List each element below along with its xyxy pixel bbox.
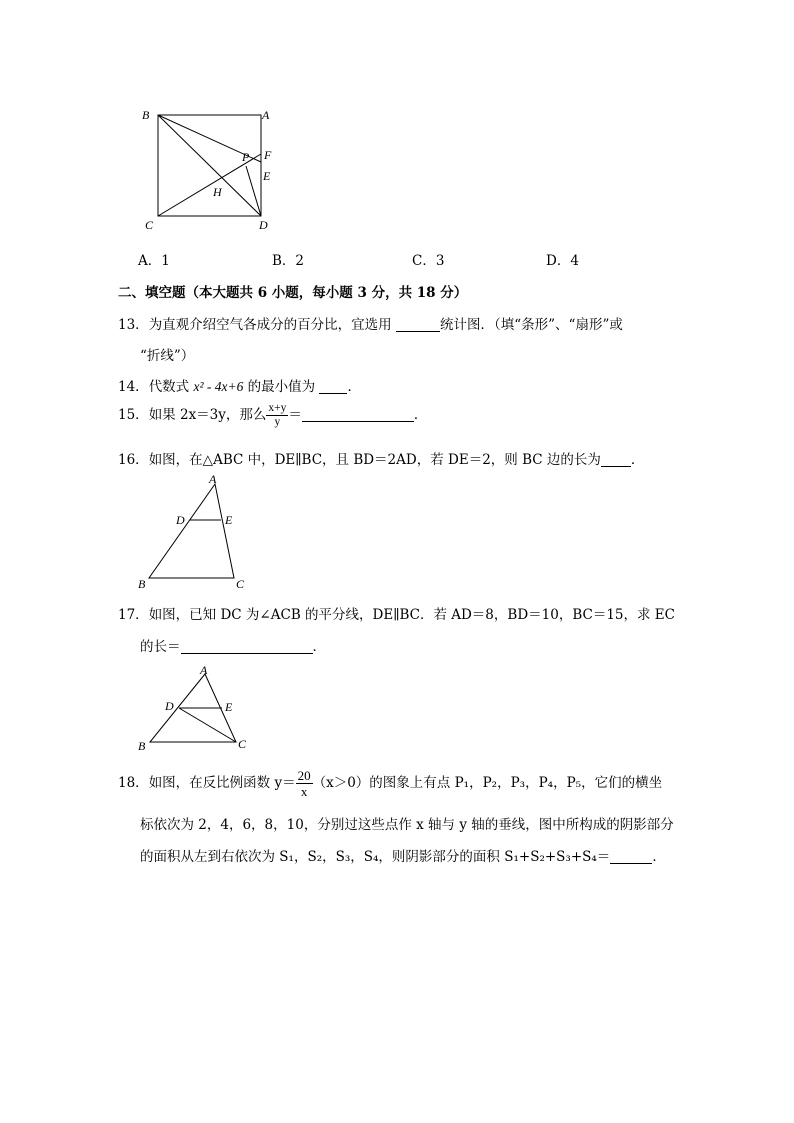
q18-answer-blank[interactable] [610,849,652,864]
q16-label-D: D [176,513,185,527]
q18-text-a: 如图，在反比例函数 y＝ [148,775,296,791]
question-18 [118,768,662,799]
question-15 [118,402,427,429]
q17-label-A: A [200,663,208,677]
q13-number: 13． [118,317,149,333]
label-P: P [242,150,250,164]
q16-end: ． [630,452,645,468]
choice-b[interactable]: B．2 [272,253,305,269]
q14-text-b: 的最小值为 [243,379,316,395]
label-F: F [264,148,272,162]
choice-a[interactable]: A．1 [138,253,170,269]
q18-end: ． [652,849,666,865]
q17-text-b: 的长＝ [140,639,181,655]
q18-fraction [296,768,313,799]
q16-text: 如图，在△ABC 中，DE∥BC，且 BD＝2AD，若 DE＝2，则 BC 边的长为 [148,452,601,468]
q18-text-b: （x＞0）的图象上有点 P₁，P₂，P₃，P₄，P₅，它们的横坐 [312,775,663,791]
q17-answer-blank[interactable] [181,639,313,654]
q17-line-2 [140,635,326,655]
q16-label-E: E [225,513,233,527]
label-H: H [213,185,222,199]
triangle-figure-16 [135,468,255,593]
q14-expression: x² - 4x+6 [193,379,244,394]
q18-line-3 [140,845,666,865]
q16-label-A: A [209,472,217,486]
q14-text-a: 代数式 [148,379,194,395]
label-B: B [142,108,150,122]
q13-text-b: 统计图．（填“条形”、“扇形”或 [439,317,623,333]
q18-number: 18． [118,775,149,791]
q17-label-D: D [165,699,174,713]
q18-text-line3: 的面积从左到右依次为 S₁，S₂，S₃，S₄，则阴影部分的面积 S₁+S₂+S₃+S₄＝ [140,849,611,865]
q15-text-a: 如果 2x＝3y，那么 [148,407,267,423]
q15-eq: ＝ [288,407,302,423]
q15-fraction [266,402,288,429]
choice-d[interactable]: D．4 [546,253,579,269]
label-C: C [145,218,154,232]
q17-text-a: 如图，已知 DC 为∠ACB 的平分线，DE∥BC．若 AD＝8，BD＝10，BC＝15，求 EC [148,607,675,623]
q17-label-E: E [225,700,233,714]
q16-number: 16． [118,452,149,468]
q13-text-a: 为直观介绍空气各成分的百分比，宜选用 [148,317,392,333]
choice-c[interactable]: C．3 [412,253,445,269]
q18-frac-num: 20 [297,768,311,783]
square-figure [135,100,285,235]
q17-label-B: B [138,739,146,753]
q14-number: 14． [118,379,149,395]
question-17 [118,603,675,623]
q16-label-B: B [138,577,146,591]
q15-frac-den: y [274,416,281,428]
q14-text-c: ． [347,379,361,395]
question-14 [118,375,361,395]
q14-answer-blank[interactable] [319,379,347,394]
label-D: D [259,218,268,232]
q16-answer-blank[interactable] [601,452,631,467]
q17-number: 17． [118,607,149,623]
label-A: A [262,108,270,122]
section-title: 二、填空题（本大题共 6 小题，每小题 3 分，共 18 分） [118,285,468,301]
q16-label-C: C [236,577,245,591]
q15-answer-blank[interactable] [302,407,414,422]
triangle-figure-17 [135,660,255,756]
q18-frac-den: x [300,784,308,799]
q15-frac-num: x+y [268,402,287,414]
label-E: E [263,169,271,183]
q18-line-2: 标依次为 2，4，6，8，10，分别过这些点作 x 轴与 y 轴的垂线，图中所构成的阴影部分 [140,817,674,833]
q15-end: ． [413,407,428,423]
q17-end: ． [312,639,326,655]
q13-answer-blank[interactable] [396,317,440,332]
question-13 [118,313,623,333]
question-16 [118,448,644,468]
q17-label-C: C [238,737,247,751]
q15-number: 15． [118,407,149,423]
q13-text-c: “折线”） [140,348,195,364]
